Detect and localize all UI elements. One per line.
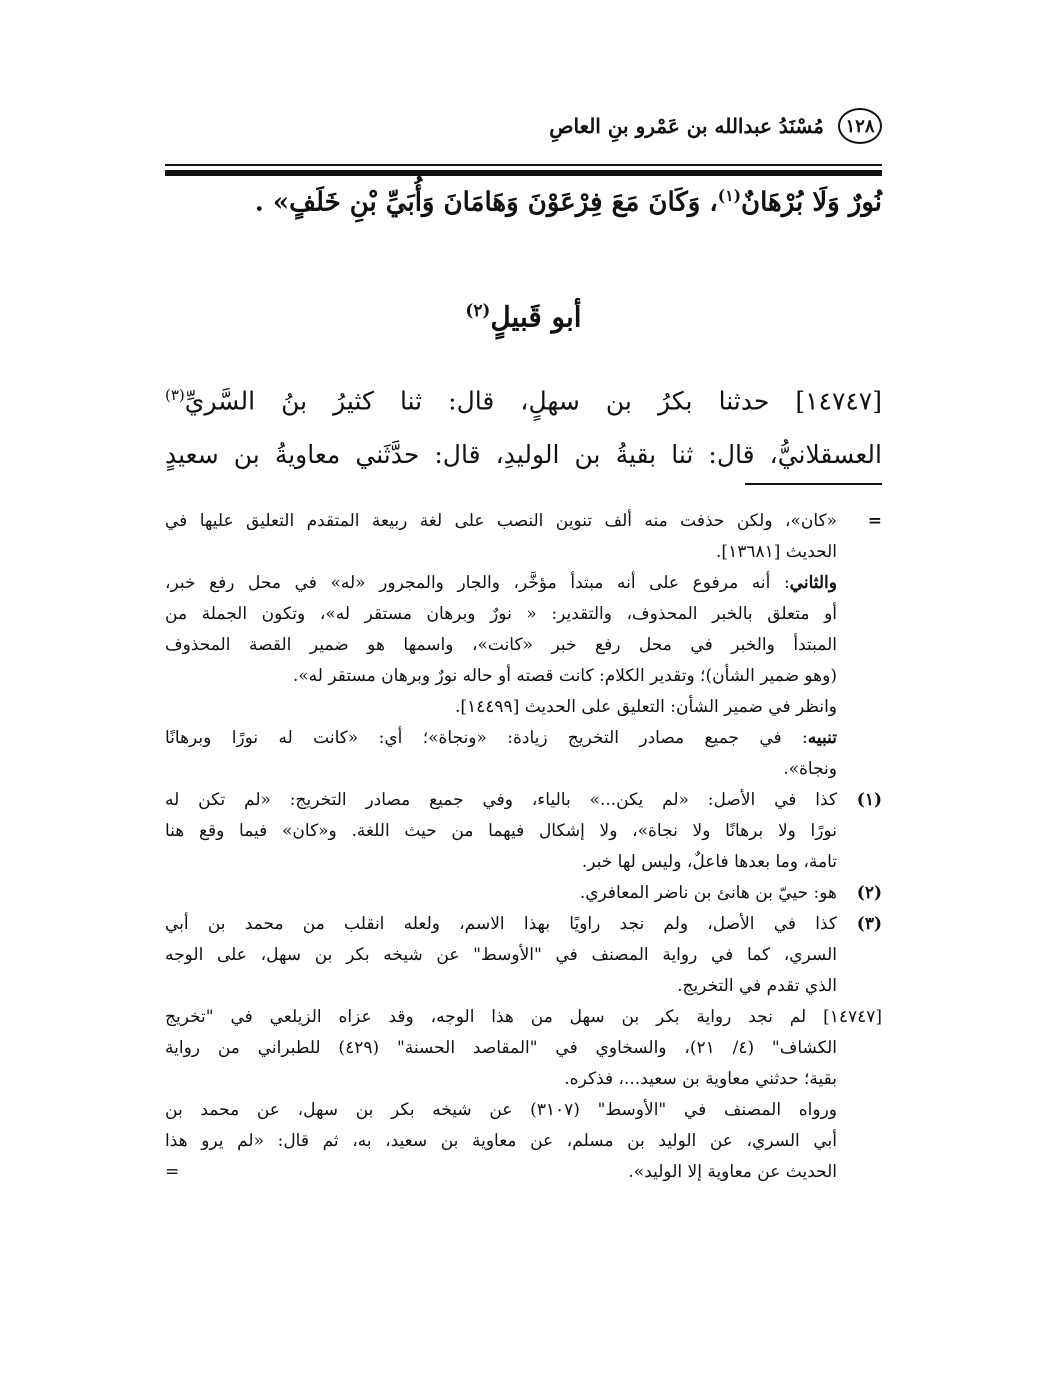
footnote-line: تامة، وما بعدها فاعلٌ، وليس لها خبر. bbox=[581, 852, 837, 872]
footnote-text: «كان»، ولكن حذفت منه ألف تنوين النصب على لغة ربيعة المتقدم التعليق عليها في bbox=[165, 511, 837, 531]
footnote-number: (٢) bbox=[856, 883, 882, 903]
footnote-line: الحديث [١٣٦٨١]. bbox=[716, 542, 837, 562]
header-rule-thick bbox=[165, 170, 882, 176]
footnote-2 bbox=[165, 878, 882, 909]
footnote-3 bbox=[165, 909, 882, 940]
footnote-number: (١) bbox=[856, 790, 882, 810]
footnote-text: : أنه مرفوع على أنه مبتدأ مؤخَّر، والجار والمجرور «له» في محل رفع خبر، bbox=[165, 573, 790, 593]
footnote-line: ورواه المصنف في "الأوسط" (٣١٠٧) عن شيخه بكر بن سهل، عن محمد بن bbox=[165, 1100, 837, 1120]
section-heading bbox=[165, 300, 882, 333]
label: والثاني bbox=[789, 573, 837, 593]
footnote-line: المبتدأ والخبر في محل رفع خبر «كانت»، واسمها هو ضمير القصة المحذوف bbox=[165, 635, 837, 655]
footnotes bbox=[165, 506, 882, 1188]
footnote-1 bbox=[165, 785, 882, 816]
footnote-text: هو: حييّ بن هانئ بن ناضر المعافري. bbox=[579, 883, 837, 903]
heading-text: أبو قَبيلٍ bbox=[490, 300, 582, 334]
main-text: [١٤٧٤٧] حدثنا بكرُ بن سهلٍ، قال: ثنا كثيرُ بنُ السَّريِّ bbox=[184, 386, 882, 416]
takhrij-note bbox=[165, 1002, 882, 1033]
footnote-line bbox=[165, 506, 882, 537]
footnote-number: (٣) bbox=[856, 914, 882, 934]
footnote-text: الحديث عن معاوية إلا الوليد». bbox=[628, 1162, 837, 1182]
footnote-line bbox=[165, 723, 882, 754]
running-title: مُسْنَدُ عبدالله بن عَمْرو بنِ العاصِ bbox=[549, 114, 824, 138]
footnote-line: الكشاف" (٤/ ٢١)، والسخاوي في "المقاصد الحسنة" (٤٢٩) للطبراني من رواية bbox=[165, 1038, 838, 1058]
main-text: ، وَكَانَ مَعَ فِرْعَوْنَ وَهَامَانَ وَأُبَيِّ بْنِ خَلَفٍ» . bbox=[254, 187, 718, 218]
header-rule-thin bbox=[165, 164, 882, 166]
main-line-2 bbox=[165, 386, 882, 415]
main-line-1 bbox=[165, 186, 882, 218]
footnote-line: السري، كما في رواية المصنف في "الأوسط" عن شيخه بكر بن سهل، على الوجه bbox=[165, 945, 837, 965]
footnote-line: بقية؛ حدثني معاوية بن سعيد...، فذكره. bbox=[564, 1069, 837, 1089]
footnote-text: كذا في الأصل، ولم نجد راويًا بهذا الاسم، ولعله انقلب من محمد بن أبي bbox=[165, 914, 837, 934]
label: تنبيه bbox=[807, 728, 837, 748]
hadith-number: [١٤٧٤٧] bbox=[823, 1007, 882, 1027]
footnote-ref: (٣) bbox=[165, 386, 185, 404]
footnote-line bbox=[165, 1157, 882, 1188]
footnote-text: لم نجد رواية بكر بن سهل من هذا الوجه، وقد عزاه الزيلعي في "تخريج bbox=[165, 1007, 807, 1027]
main-line-3: العسقلانيُّ، قال: ثنا بقيةُ بن الوليدِ، قال: حدَّثَني معاويةُ بن سعيدٍ bbox=[165, 440, 883, 469]
footnote-line: الذي تقدم في التخريج. bbox=[677, 976, 837, 996]
footnote-line: وانظر في ضمير الشأن: التعليق على الحديث [١٤٤٩٩]. bbox=[454, 697, 837, 717]
footnote-line bbox=[165, 568, 882, 599]
continuation-mark: = bbox=[165, 1162, 180, 1182]
footnote-line: نورًا ولا برهانًا ولا نجاة»، ولا إشكال فيهما من حيث اللغة. و«كان» فيما وقع هنا bbox=[165, 821, 837, 841]
footnote-ref: (٢) bbox=[465, 300, 491, 320]
page-header bbox=[165, 104, 882, 148]
footnote-line: ونجاة». bbox=[783, 759, 837, 779]
footnote-text: كذا في الأصل: «لم يكن...» بالياء، وفي جميع مصادر التخريج: «لم تكن له bbox=[165, 790, 837, 810]
footnote-text: : في جميع مصادر التخريج زيادة: «ونجاة»؛ أي: «كانت له نورًا وبرهانًا bbox=[165, 728, 808, 748]
footnote-ref: (١) bbox=[717, 186, 741, 205]
page-number-badge: ١٢٨ bbox=[838, 108, 882, 144]
main-text: نُورٌ وَلَا بُرْهَانٌ bbox=[740, 187, 882, 218]
footnote-line: أبي السري، عن الوليد بن مسلم، عن معاوية بن سعيد، به، ثم قال: «لم يرو هذا bbox=[165, 1131, 837, 1151]
footnote-line: أو متعلق بالخبر المحذوف، والتقدير: « نورٌ وبرهان مستقر له»، وتكون الجملة من bbox=[165, 604, 837, 624]
footnote-separator bbox=[745, 483, 882, 485]
continuation-mark: = bbox=[867, 511, 882, 531]
footnote-line: (وهو ضمير الشأن)؛ وتقدير الكلام: كانت قصته أو حاله نورٌ وبرهان مستقر له». bbox=[292, 666, 837, 686]
